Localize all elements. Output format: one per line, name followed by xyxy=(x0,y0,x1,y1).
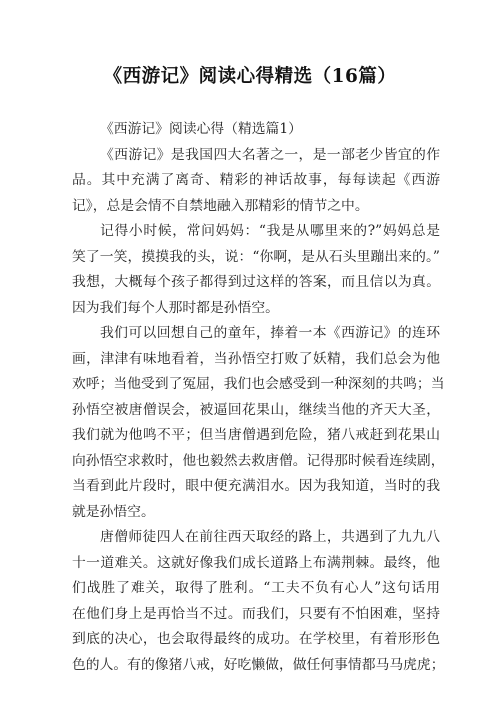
text-line: 当看到此片段时，眼中便充满泪水。因为我知道，当时的我 xyxy=(72,478,440,494)
text-line: 孙悟空被唐僧误会，被逼回花果山，继续当他的齐天大圣， xyxy=(72,401,440,418)
text-line: 欢呼；当他受到了冤屈，我们也会感受到一种深刻的共鸣；当 xyxy=(72,376,445,392)
text-line: 《西游记》是我国四大名著之一，是一部老少皆宜的作 xyxy=(100,146,440,163)
text-line: 我们可以回想自己的童年，捧着一本《西游记》的连环 xyxy=(100,325,440,341)
text-line: 我想，大概每个孩子都得到过这样的答案，而且信以为真。 xyxy=(72,274,440,290)
text-line: 在他们身上是再恰当不过。而我们，只要有不怕困难，坚持 xyxy=(72,605,440,622)
text-line: 记得小时候，常问妈妈：“我是从哪里来的?”妈妈总是 xyxy=(100,223,440,239)
text-line: 因为我们每个人那时都是孙悟空。 xyxy=(72,299,279,316)
document-title: 《西游记》阅读心得精选（16篇） xyxy=(103,66,397,87)
text-line: 画，津津有味地看着，当孙悟空打败了妖精，我们总会为他 xyxy=(72,350,440,367)
text-line: 记》，总是会情不自禁地融入那精彩的情节之中。 xyxy=(72,197,369,214)
text-line: 唐僧师徒四人在前往西天取经的路上，共遇到了九九八 xyxy=(100,529,440,545)
text-line: 色的人。有的像猪八戒，好吃懒做，做任何事情都马马虎虎； xyxy=(72,656,445,673)
text-line: 们战胜了难关，取得了胜利。“工夫不负有心人”这句话用 xyxy=(72,580,440,596)
text-line: 十一道难关。这就好像我们成长道路上布满荆棘。最终，他 xyxy=(72,554,440,571)
document-body xyxy=(72,117,445,678)
text-line: 笑了一笑，摸摸我的头，说：“你啊，是从石头里蹦出来的。” xyxy=(72,248,440,265)
text-line: 我们就为他鸣不平；但当唐僧遇到危险，猪八戒赶到花果山 xyxy=(72,427,440,443)
text-line: 品。其中充满了离奇、精彩的神话故事，每每读起《西游 xyxy=(72,172,440,188)
text-line: 到底的决心，也会取得最终的成功。在学校里，有着形形色 xyxy=(72,631,440,647)
section-heading: 《西游记》阅读心得（精选篇1） xyxy=(100,121,302,137)
text-line: 向孙悟空求救时，他也毅然去救唐僧。记得那时候看连续剧， xyxy=(72,452,445,469)
text-line: 就是孙悟空。 xyxy=(72,503,155,520)
